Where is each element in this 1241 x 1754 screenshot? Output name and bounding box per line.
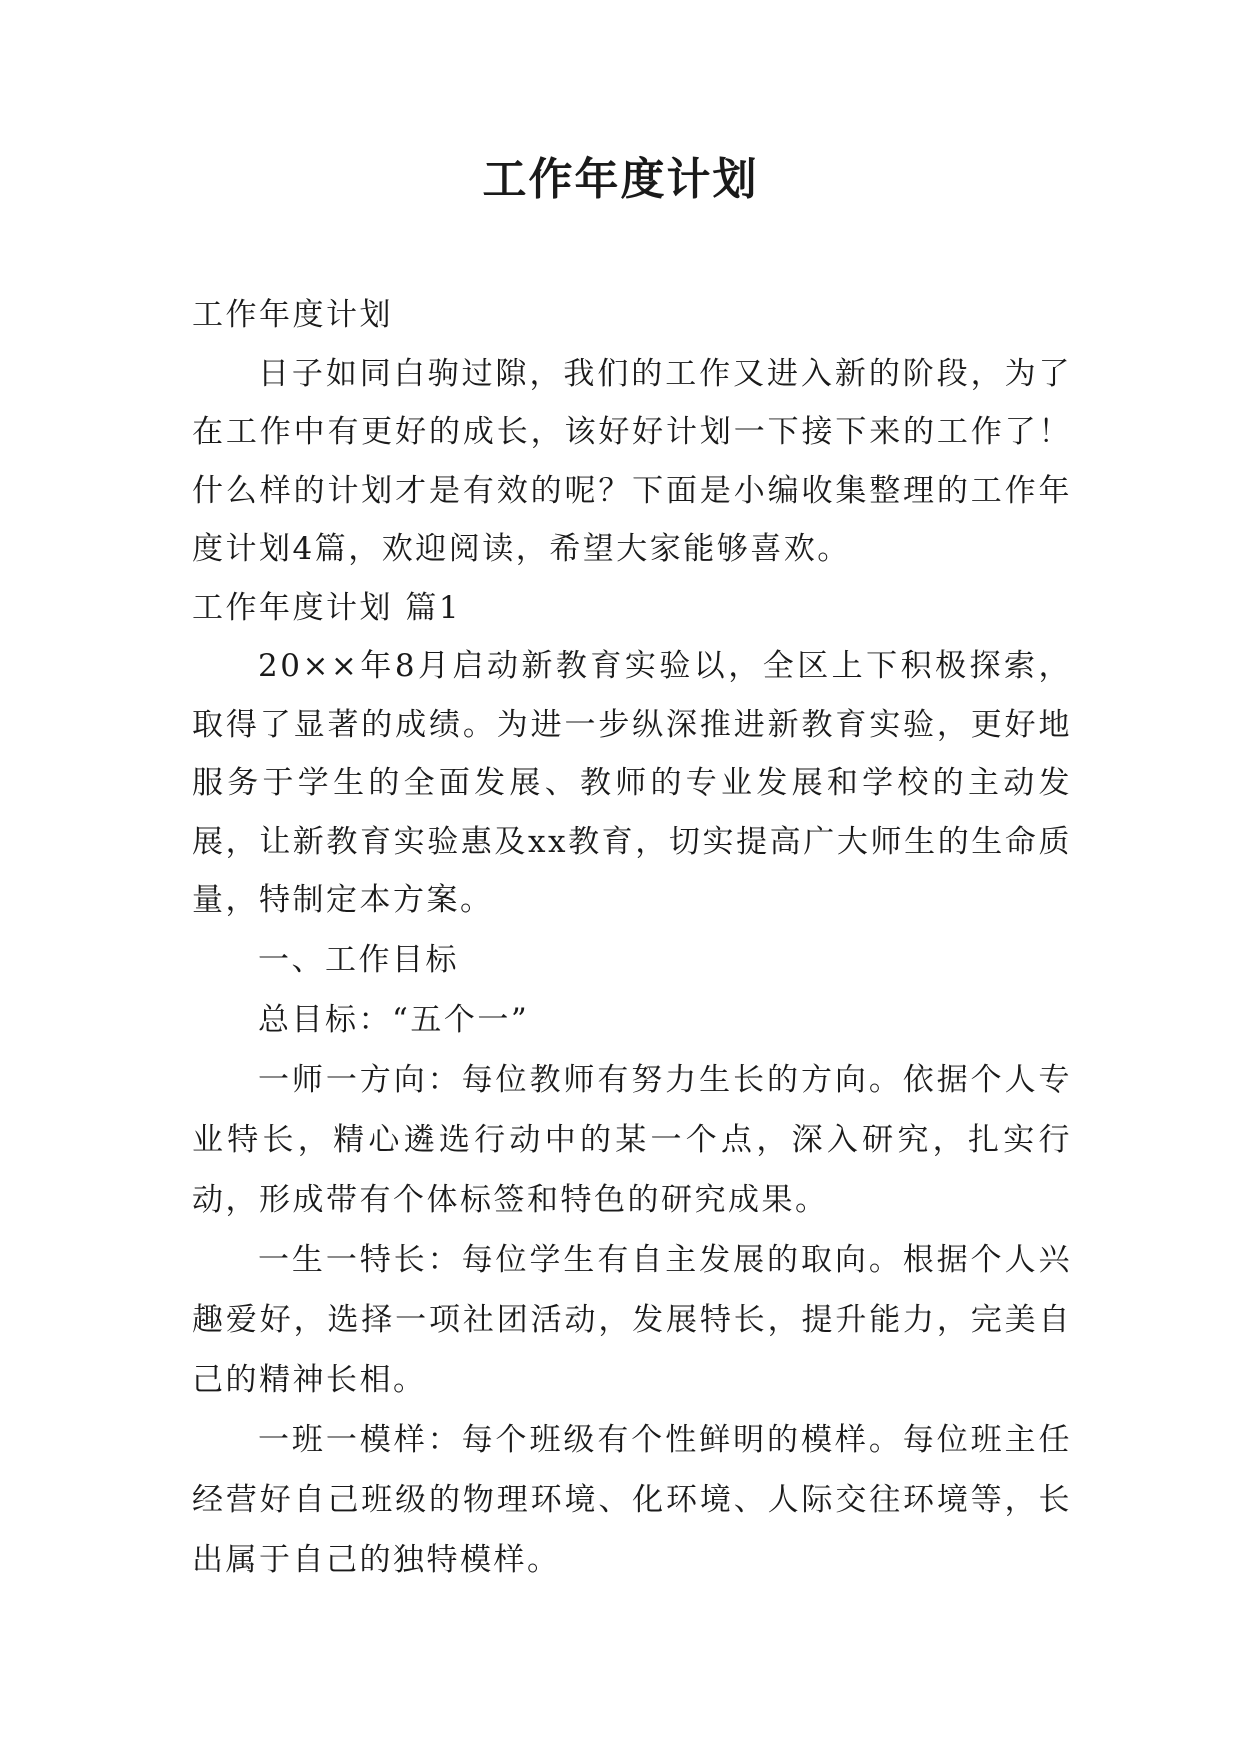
paragraph-goal-heading: 一、工作目标 bbox=[258, 941, 459, 978]
paragraph-total-goal: 总目标：“五个一” bbox=[258, 1001, 530, 1038]
document-body bbox=[192, 286, 1072, 1590]
paragraph-intro: 日子如同白驹过隙，我们的工作又进入新的阶段，为了在工作中有更好的成长，该好好计划一下接下来的工作了！什么样的计划才是有效的呢？下面是小编收集整理的工作年度计划4篇，欢迎阅读，希望大家能够喜欢。 bbox=[192, 355, 1072, 567]
paragraph-teacher-goal: 一师一方向：每位教师有努力生长的方向。依据个人专业特长，精心遴选行动中的某一个点，深入研究，扎实行动，形成带有个体标签和特色的研究成果。 bbox=[192, 1061, 1072, 1218]
paragraph-student-goal: 一生一特长：每位学生有自主发展的取向。根据个人兴趣爱好，选择一项社团活动，发展特长，提升能力，完美自己的精神长相。 bbox=[192, 1241, 1072, 1398]
document-title: 工作年度计划 bbox=[482, 154, 759, 205]
paragraph-overview: 20××年8月启动新教育实验以，全区上下积极探索，取得了显著的成绩。为进一步纵深推进新教育实验，更好地服务于学生的全面发展、教师的专业发展和学校的主动发展，让新教育实验惠及xx教育，切实提高广大师生的生命质量，特制定本方案。 bbox=[192, 648, 1072, 918]
paragraph-heading: 工作年度计划 bbox=[192, 297, 393, 333]
paragraph-class-goal: 一班一模样：每个班级有个性鲜明的模样。每位班主任经营好自己班级的物理环境、化环境、人际交往环境等，长出属于自己的独特模样。 bbox=[192, 1421, 1072, 1578]
paragraph-section-title: 工作年度计划 篇1 bbox=[192, 589, 462, 626]
